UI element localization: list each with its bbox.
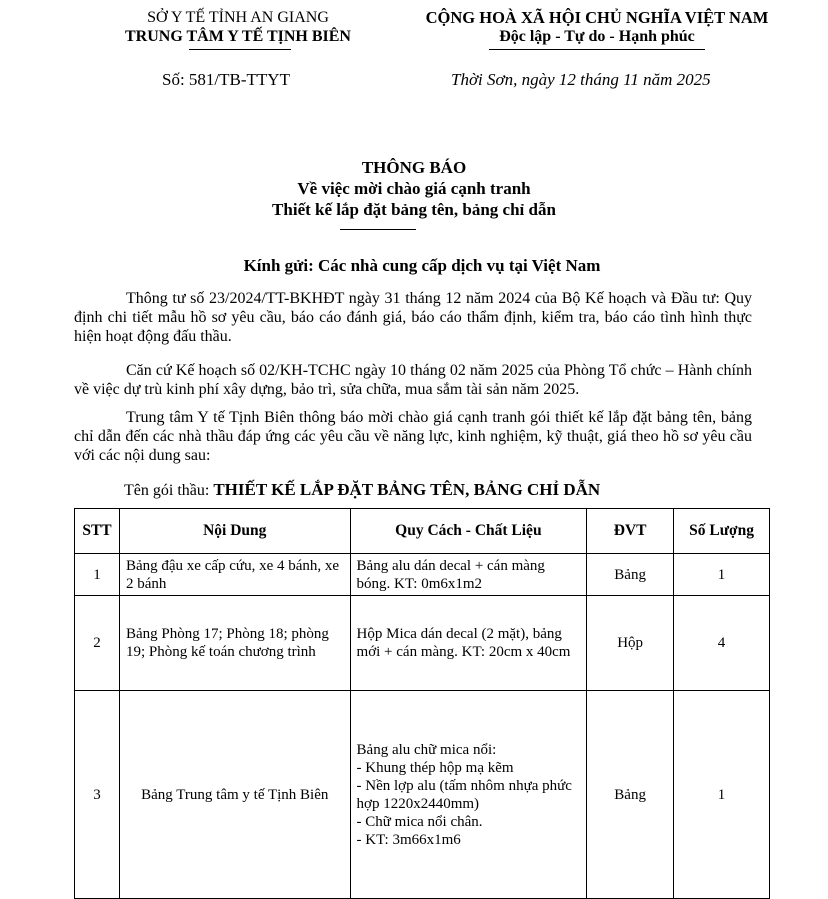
national-motto: Độc lập - Tự do - Hạnh phúc [499,28,695,45]
col-stt: STT [75,509,120,554]
title-line-3: Thiết kế lắp đặt bảng tên, bảng chỉ dẫn [272,200,556,219]
table-row [75,691,770,899]
package-label: Tên gói thầu: [124,482,214,499]
national-title: CỘNG HOÀ XÃ HỘI CHỦ NGHĨA VIỆT NAM [425,8,769,27]
paragraph-2: Căn cứ Kế hoạch số 02/KH-TCHC ngày 10 tháng 02 năm 2025 của Phòng Tổ chức – Hành chính về việc dự trù kinh phí xây dựng, bảo trì, sửa chữa, mua sắm tài sản năm 2025. [74,362,752,398]
table-row [75,596,770,691]
col-qty: Số Lượng [674,509,770,554]
cell-qty: 1 [674,554,770,596]
cell-stt: 2 [75,596,120,691]
document-number: Số: 581/TB-TTYT [162,70,290,89]
cell-content: Bảng đậu xe cấp cứu, xe 4 bánh, xe 2 bánh [119,554,350,596]
cell-qty: 4 [674,596,770,691]
spec-line: - KT: 3m66x1m6 [356,831,461,848]
title-line-1: THÔNG BÁO [361,158,467,177]
cell-unit: Bảng [587,691,674,899]
cell-content: Bảng Trung tâm y tế Tịnh Biên [119,691,350,899]
cell-spec: Hộp Mica dán decal (2 mặt), bảng mới + cán màng. KT: 20cm x 40cm [350,596,587,691]
items-table [74,508,770,899]
motto-underline [489,49,705,50]
spec-line: - Nền lợp alu (tấm nhôm nhựa phức hợp 1220x2440mm) [356,777,572,812]
package-name: THIẾT KẾ LẮP ĐẶT BẢNG TÊN, BẢNG CHỈ DẪN [213,480,601,499]
left-header-underline [189,49,291,50]
title-line-2: Về việc mời chào giá cạnh tranh [297,179,531,198]
cell-qty: 1 [674,691,770,899]
cell-stt: 1 [75,554,120,596]
cell-spec [350,691,587,899]
agency-name: SỞ Y TẾ TỈNH AN GIANG [147,9,329,26]
paragraph-3: Trung tâm Y tế Tịnh Biên thông báo mời chào giá cạnh tranh gói thiết kế lắp đặt bảng tên, bảng chỉ dẫn đến các nhà thầu đáp ứng các yêu cầu về năng lực, kinh nghiệm, kỹ thuật, giá theo hồ sơ yêu cầu với các nội dung sau: [74,409,752,464]
header-right [400,8,794,46]
spec-line: Bảng alu chữ mica nổi: [356,741,497,758]
cell-unit: Bảng [587,554,674,596]
spec-line: - Khung thép hộp mạ kẽm [356,759,514,776]
table-row [75,554,770,596]
document-date: Thời Sơn, ngày 12 tháng 11 năm 2025 [451,70,711,89]
cell-content: Bảng Phòng 17; Phòng 18; phòng 19; Phòng kế toán chương trình [119,596,350,691]
cell-unit: Hộp [587,596,674,691]
col-content: Nội Dung [119,509,350,554]
col-unit: ĐVT [587,509,674,554]
table-header-row [75,509,770,554]
header-left [88,8,388,46]
title-underline [340,229,416,230]
notice-title [0,157,828,220]
package-line [124,480,600,501]
paragraph-1: Thông tư số 23/2024/TT-BKHĐT ngày 31 tháng 12 năm 2024 của Bộ Kế hoạch và Đầu tư: Quy định chi tiết mẫu hồ sơ yêu cầu, báo cáo đánh giá, báo cáo thẩm định, kiểm tra, báo cáo tình hình thực hiện hoạt động đấu thầu. [74,290,752,345]
unit-name: TRUNG TÂM Y TẾ TỊNH BIÊN [125,28,351,45]
spec-line: - Chữ mica nổi chân. [356,813,483,830]
cell-stt: 3 [75,691,120,899]
recipient-line: Kính gửi: Các nhà cung cấp dịch vụ tại Việt Nam [243,256,601,275]
col-spec: Quy Cách - Chất Liệu [350,509,587,554]
cell-spec: Bảng alu dán decal + cán màng bóng. KT: 0m6x1m2 [350,554,587,596]
